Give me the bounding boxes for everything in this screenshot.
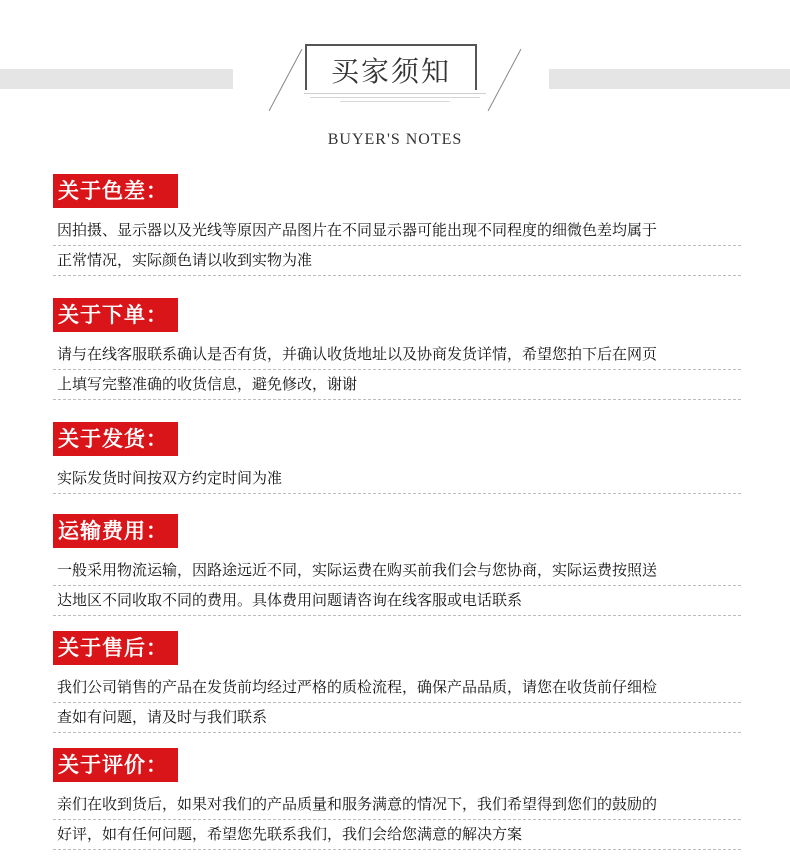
section-reviews: [53, 748, 741, 850]
section-line: 好评，如有任何问题，希望您先联系我们，我们会给您满意的解决方案: [53, 820, 741, 850]
section-tag: 关于评价：: [53, 748, 178, 782]
page-subtitle: BUYER'S NOTES: [327, 131, 463, 148]
section-after-sales: [53, 631, 741, 733]
section-line: 正常情况，实际颜色请以收到实物为准: [53, 246, 741, 276]
section-shipping: [53, 422, 741, 494]
header-slash-right: [488, 49, 522, 111]
section-color-difference: [53, 174, 741, 276]
decorative-fine-print: [300, 92, 490, 107]
header-bar-left: [0, 69, 233, 89]
section-freight: [53, 514, 741, 616]
section-tag: 关于下单：: [53, 298, 178, 332]
section-line: 请与在线客服联系确认是否有货，并确认收货地址以及协商发货详情，希望您拍下后在网页: [53, 340, 741, 370]
section-line: 实际发货时间按双方约定时间为准: [53, 464, 741, 494]
title-frame: [305, 44, 477, 90]
section-line: 亲们在收到货后，如果对我们的产品质量和服务满意的情况下，我们希望得到您们的鼓励的: [53, 790, 741, 820]
section-tag: 关于售后：: [53, 631, 178, 665]
section-line: 达地区不同收取不同的费用。具体费用问题请咨询在线客服或电话联系: [53, 586, 741, 616]
section-tag: 关于色差：: [53, 174, 178, 208]
section-tag: 关于发货：: [53, 422, 178, 456]
section-line: 上填写完整准确的收货信息，避免修改，谢谢: [53, 370, 741, 400]
header-slash-left: [269, 49, 303, 111]
header-bar-right: [549, 69, 790, 89]
page-title: 买家须知: [330, 55, 451, 88]
notes-header: [0, 0, 790, 160]
section-line: 我们公司销售的产品在发货前均经过严格的质检流程，确保产品品质，请您在收货前仔细检: [53, 673, 741, 703]
section-line: 因拍摄、显示器以及光线等原因产品图片在不同显示器可能出现不同程度的细微色差均属于: [53, 216, 741, 246]
section-ordering: [53, 298, 741, 400]
section-line: 一般采用物流运输，因路途远近不同，实际运费在购买前我们会与您协商，实际运费按照送: [53, 556, 741, 586]
section-line: 查如有问题，请及时与我们联系: [53, 703, 741, 733]
section-tag: 运输费用：: [53, 514, 178, 548]
